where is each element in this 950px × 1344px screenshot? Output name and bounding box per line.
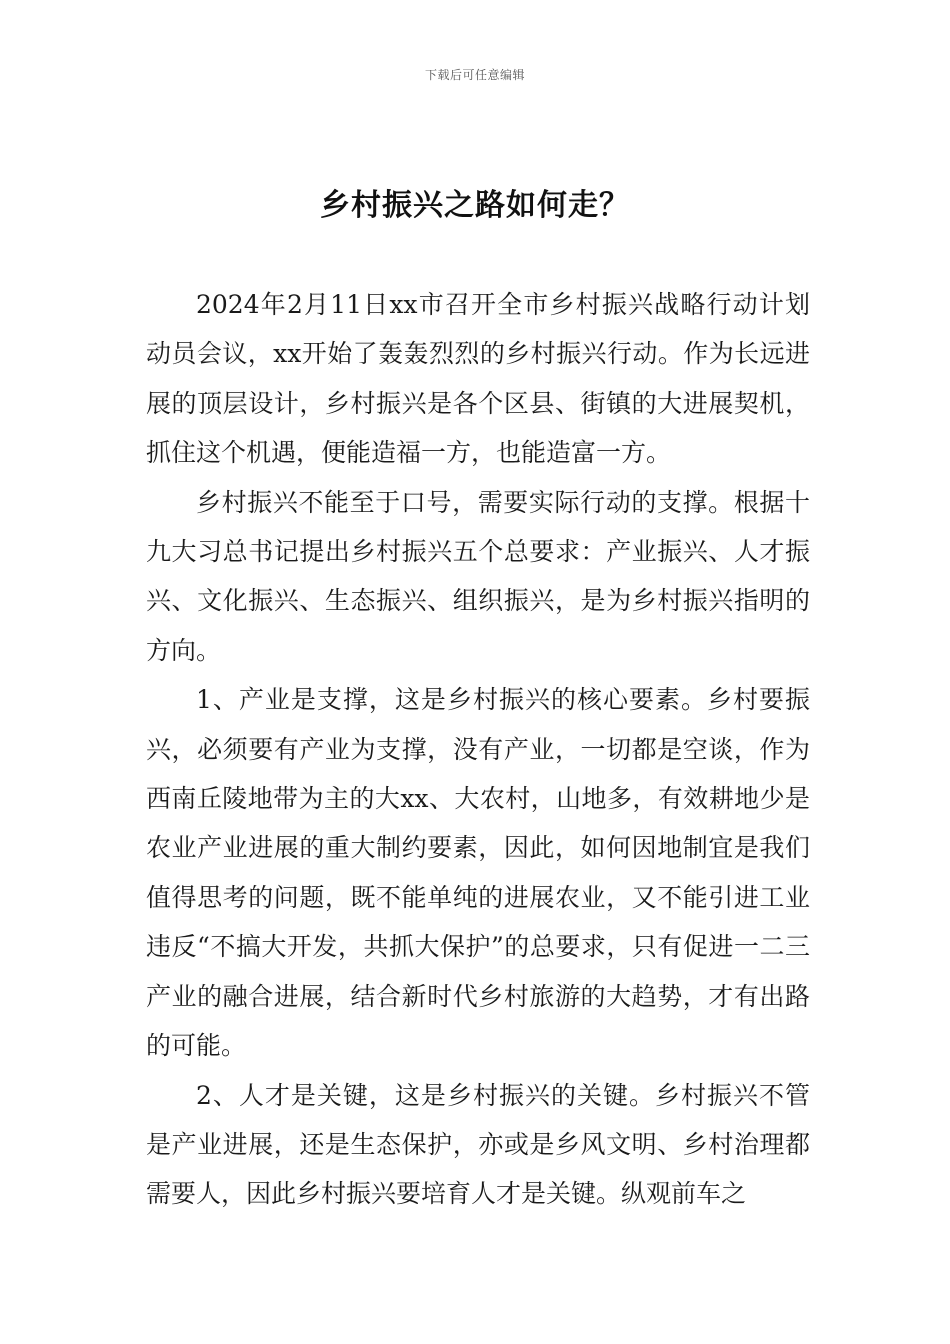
header-note: 下载后可任意编辑 bbox=[424, 68, 525, 82]
paragraph: 1、产业是支撑，这是乡村振兴的核心要素。乡村要振兴，必须要有产业为支撑，没有产业，一切都是空谈，作为西南丘陵地带为主的大xx、大农村，山地多，有效耕地少是农业产业进展的重大制约要素，因此，如何因地制宜是我们值得思考的问题，既不能单纯的进展农业，又不能引进工业违反“不搞大开发，共抓大保护”的总要求，只有促进一二三产业的融合进展，结合新时代乡村旅游的大趋势，才有出路的可能。 bbox=[146, 685, 810, 1061]
document-body bbox=[146, 280, 810, 1219]
paragraph: 乡村振兴不能至于口号，需要实际行动的支撑。根据十九大习总书记提出乡村振兴五个总要求：产业振兴、人才振兴、文化振兴、生态振兴、组织振兴，是为乡村振兴指明的方向。 bbox=[146, 487, 810, 665]
document-title: 乡村振兴之路如何走？ bbox=[320, 188, 630, 223]
paragraph: 2、人才是关键，这是乡村振兴的关键。乡村振兴不管是产业进展，还是生态保护，亦或是乡风文明、乡村治理都需要人，因此乡村振兴要培育人才是关键。纵观前车之 bbox=[146, 1080, 810, 1209]
paragraph: 2024年2月11日xx市召开全市乡村振兴战略行动计划动员会议，xx开始了轰轰烈烈的乡村振兴行动。作为长远进展的顶层设计，乡村振兴是各个区县、街镇的大进展契机，抓住这个机遇，便能造福一方，也能造富一方。 bbox=[146, 290, 810, 468]
